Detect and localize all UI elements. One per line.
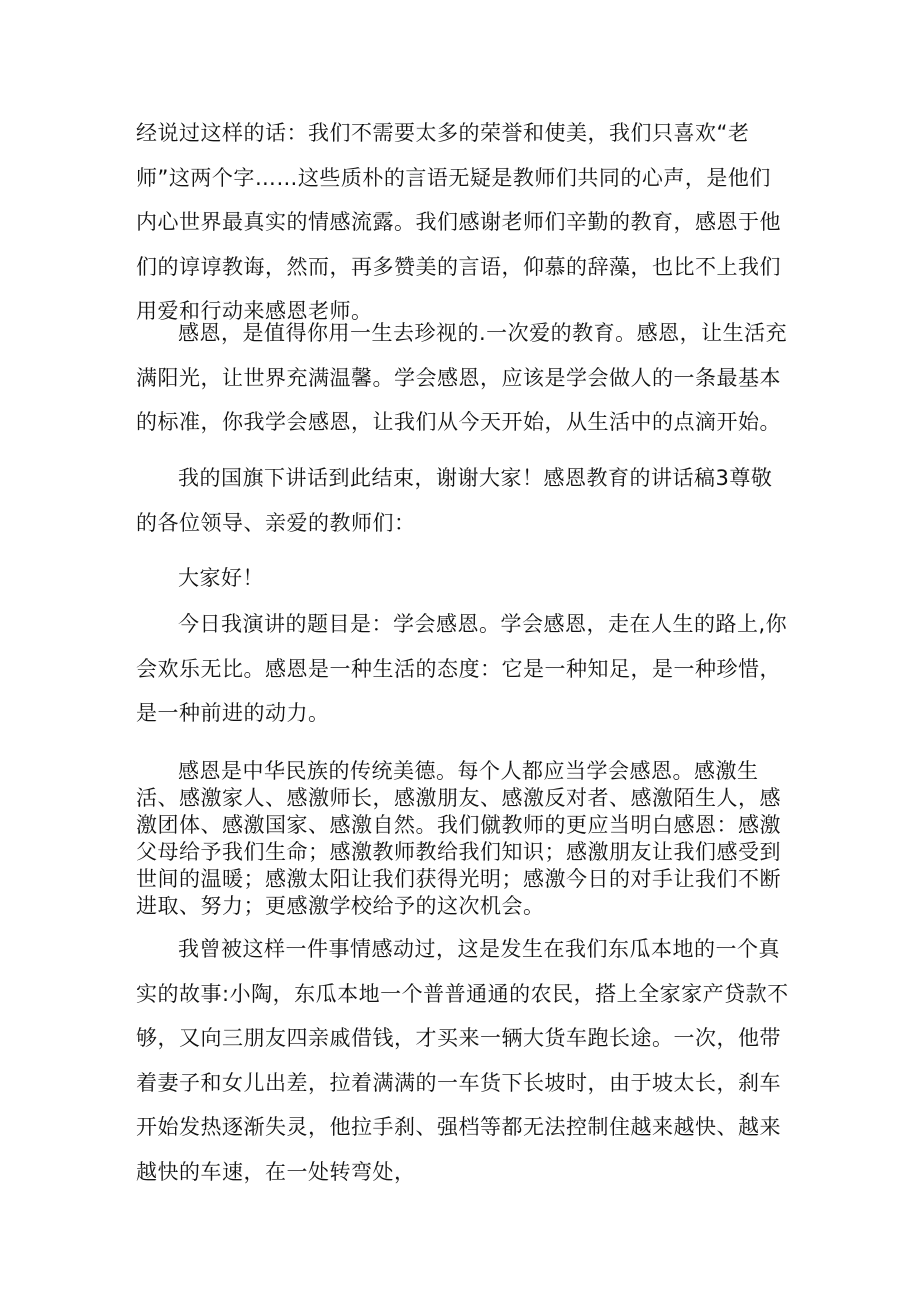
paragraph-continuation: 经说过这样的话：我们不需要太多的荣誉和使美，我们只喜欢“老师”这两个字……这些质朴的言语无疑是教师们共同的心声，是他们内心世界最真实的情感流露。我们感谢老师们辛勤的教育，感恩于他们的谆谆教诲，然而，再多赞美的言语，仰慕的辞藻，也比不上我们用爱和行动来感恩老师。: [136, 121, 781, 323]
paragraph-story: 我曾被这样一件事情感动过，这是发生在我们东瓜本地的一个真实的故事:小陶，东瓜本地一个普普通通的农民，搭上全家家产贷款不够，又向三朋友四亲戚借钱，才买来一辆大货车跑长途。一次，他带着妻子和女儿出差，拉着满满的一车货下长坡时，由于坡太长，刹车开始发热逐渐失灵，他拉手刹、强档等都无法控制住越来越快、越来越快的车速，在一处转弯处，: [136, 937, 789, 1184]
paragraph-gratitude-education: 感恩，是值得你用一生去珍视的.一次爱的教育。感恩，让生活充满阳光，让世界充满温馨。学会感恩，应该是学会做人的一条最基本的标准，你我学会感恩，让我们从今天开始，从生活中的点滴开始。: [136, 321, 788, 434]
paragraph-greeting: 大家好！: [178, 566, 264, 590]
paragraph-speech-topic: 今日我演讲的题目是：学会感恩。学会感恩，走在人生的路上,你会欢乐无比。感恩是一种生活的态度：它是一种知足，是一种珍惜，是一种前进的动力。: [136, 612, 788, 725]
paragraph-speech-closing: 我的国旗下讲话到此结束，谢谢大家！感恩教育的讲话稿3尊敬的各位领导、亲爱的教师们：: [136, 466, 773, 535]
paragraph-traditional-virtue: 感恩是中华民族的传统美德。每个人都应当学会感恩。感激生活、感激家人、感激师长，感激朋友、感激反对者、感激陌生人，感激团体、感激国家、感激自然。我们僦教师的更应当明白感恩：感激父母给予我们生命；感激教师教给我们知识；感激朋友让我们感受到世间的温暖；感激太阳让我们获得光明；感激今日的对手让我们不断进取、努力；更感激学校给予的这次机会。: [136, 759, 781, 918]
